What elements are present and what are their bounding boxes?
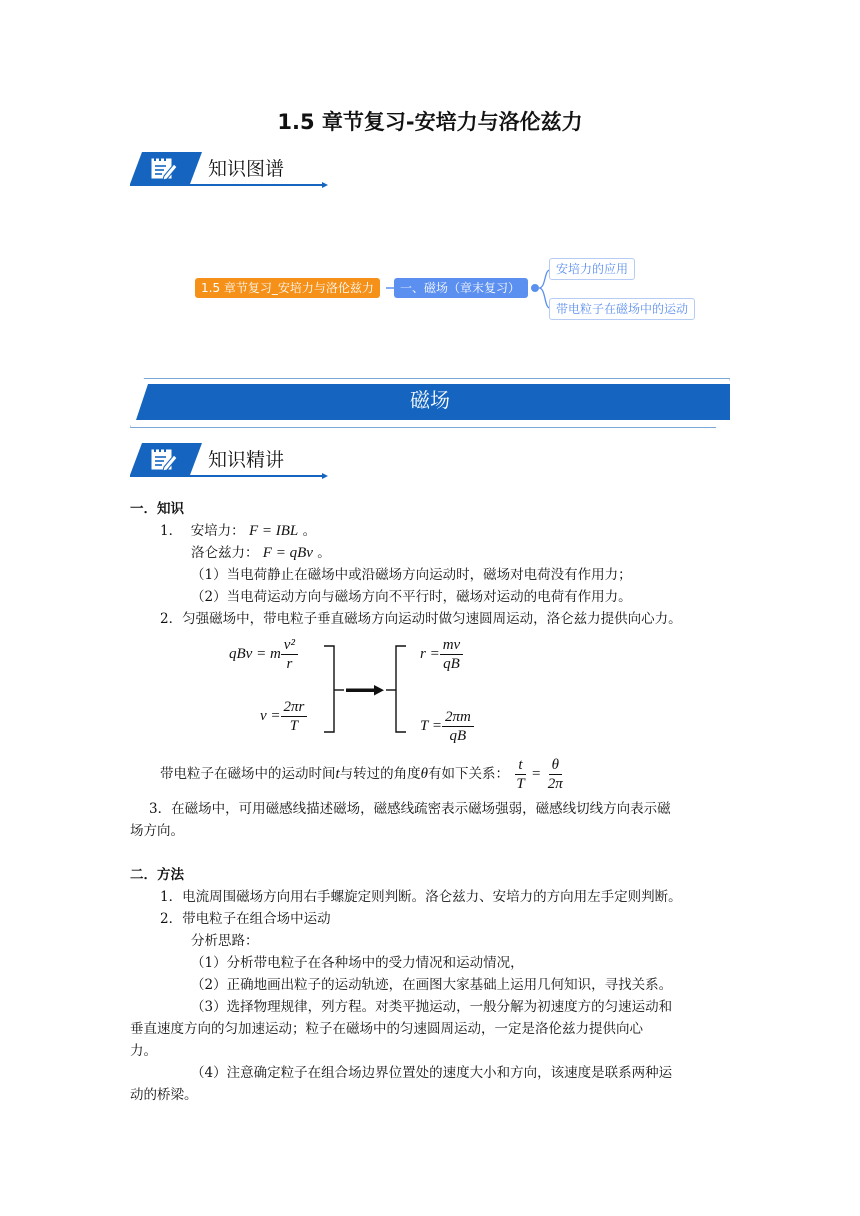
mindmap-leaf-charged-particle: 带电粒子在磁场中的运动 <box>549 298 695 320</box>
eq-right-1-den: qB <box>443 656 460 672</box>
banner-title: 磁场 <box>410 388 450 412</box>
eq-right-2-den: qB <box>449 728 467 744</box>
notepad-pencil-icon <box>150 156 178 180</box>
mindmap-leaf-ampere: 安培力的应用 <box>549 258 635 280</box>
rel-num-right: θ <box>549 756 562 775</box>
eq-right-1-num: mv <box>440 636 464 655</box>
theta-symbol: θ <box>420 766 429 782</box>
equation-brace-arrow <box>310 642 420 742</box>
eq-right-2-num: 2πm <box>442 708 474 727</box>
step-3-line-3: 力。 <box>130 1043 157 1059</box>
eq-left-1 <box>229 636 298 673</box>
eq-right-2 <box>420 708 474 745</box>
item1-prefix: 1． <box>160 523 183 539</box>
mindmap-root-node: 1.5 章节复习_安培力与洛伦兹力 <box>195 278 380 298</box>
step-4-line-1: （4）注意确定粒子在组合场边界位置处的速度大小和方向，该速度是联系两种运 <box>191 1065 673 1081</box>
section-header-arrow <box>322 182 328 188</box>
note-1: （1）当电荷静止在磁场中或沿磁场方向运动时，磁场对电荷没有作用力； <box>191 567 632 583</box>
section-header-label: 知识精讲 <box>208 449 285 471</box>
eq-right-1-lhs: r = <box>420 645 440 662</box>
eq-left-2 <box>260 698 307 735</box>
step-2: （2）正确地画出粒子的运动轨迹，在画图大家基础上运用几何知识，寻找关系。 <box>191 977 673 993</box>
eq-left-1-lhs: qBv = m <box>229 645 281 662</box>
time-var: t <box>335 766 340 782</box>
step-3-line-2: 垂直速度方向的匀加速运动；粒子在磁场中的匀速圆周运动，一定是洛伦兹力提供向心 <box>130 1021 643 1037</box>
time-sentence-a: 带电粒子在磁场中的运动时间 <box>160 766 336 782</box>
eq-right-2-lhs: T = <box>420 717 442 734</box>
eq-left-2-den: T <box>289 718 299 734</box>
analysis-idea: 分析思路： <box>191 933 259 949</box>
lorentz-formula: F = qBv <box>262 545 313 561</box>
rel-den-left: T <box>516 776 525 792</box>
item-2: 2．匀强磁场中，带电粒子垂直磁场方向运动时做匀速圆周运动，洛仑兹力提供向心力。 <box>160 611 682 627</box>
step-1: （1）分析带电粒子在各种场中的受力情况和运动情况， <box>191 955 524 971</box>
step-4-line-2: 动的桥梁。 <box>130 1087 198 1103</box>
ampere-formula: F = IBL <box>248 523 299 539</box>
ampere-period: 。 <box>302 523 317 539</box>
item-3-line-2: 场方向。 <box>130 823 184 839</box>
lorentz-period: 。 <box>317 545 331 561</box>
rel-den-right: 2π <box>547 776 563 792</box>
ampere-label: 安培力： <box>190 523 245 539</box>
mindmap-level1-node: 一、磁场（章末复习） <box>394 278 528 298</box>
section-header-label: 知识图谱 <box>208 158 285 180</box>
eq-right-1 <box>420 636 463 673</box>
section-header-arrow <box>322 473 328 479</box>
note-2: （2）当电荷运动方向与磁场方向不平行时，磁场对运动的电荷有作用力。 <box>191 589 632 605</box>
eq-left-2-num: 2πr <box>281 698 308 717</box>
step-3-line-1: （3）选择物理规律，列方程。对类平抛运动，一般分解为初速度方的匀速运动和 <box>191 999 673 1015</box>
eq-left-1-num: v² <box>281 636 298 655</box>
lorentz-line <box>191 542 331 564</box>
topic-banner <box>130 378 730 428</box>
page-title: 1.5 章节复习-安培力与洛伦兹力 <box>277 110 583 134</box>
ampere-line <box>160 520 316 542</box>
rel-num-left: t <box>515 756 525 775</box>
eq-left-2-lhs: v = <box>260 707 281 724</box>
time-relation-line: 带电粒子在磁场中的运动时间t与转过的角度θ有如下关系： $\frac{t}{T}$ = $\frac{\theta}{2\pi}$ <box>160 756 566 793</box>
section-header-knowledge-map <box>130 152 330 188</box>
notepad-pencil-icon <box>150 447 178 471</box>
lorentz-label: 洛仑兹力： <box>191 545 259 561</box>
part2-heading: 二．方法 <box>130 867 184 883</box>
section-header-lecture <box>130 443 330 479</box>
method-item-1: 1．电流周围磁场方向用右手螺旋定则判断。洛仑兹力、安培力的方向用左手定则判断。 <box>160 889 682 905</box>
item-3-line-1: 3．在磁场中，可用磁感线描述磁场，磁感线疏密表示磁场强弱，磁感线切线方向表示磁 <box>149 801 671 817</box>
time-sentence-b: 与转过的角度 <box>339 766 421 782</box>
section-header-underline <box>130 475 324 477</box>
eq-left-1-den: r <box>286 656 293 672</box>
time-sentence-c: 有如下关系： <box>428 766 510 782</box>
section-header-underline <box>130 184 324 186</box>
method-item-2: 2．带电粒子在组合场中运动 <box>160 911 331 927</box>
part1-heading: 一．知识 <box>130 501 184 517</box>
